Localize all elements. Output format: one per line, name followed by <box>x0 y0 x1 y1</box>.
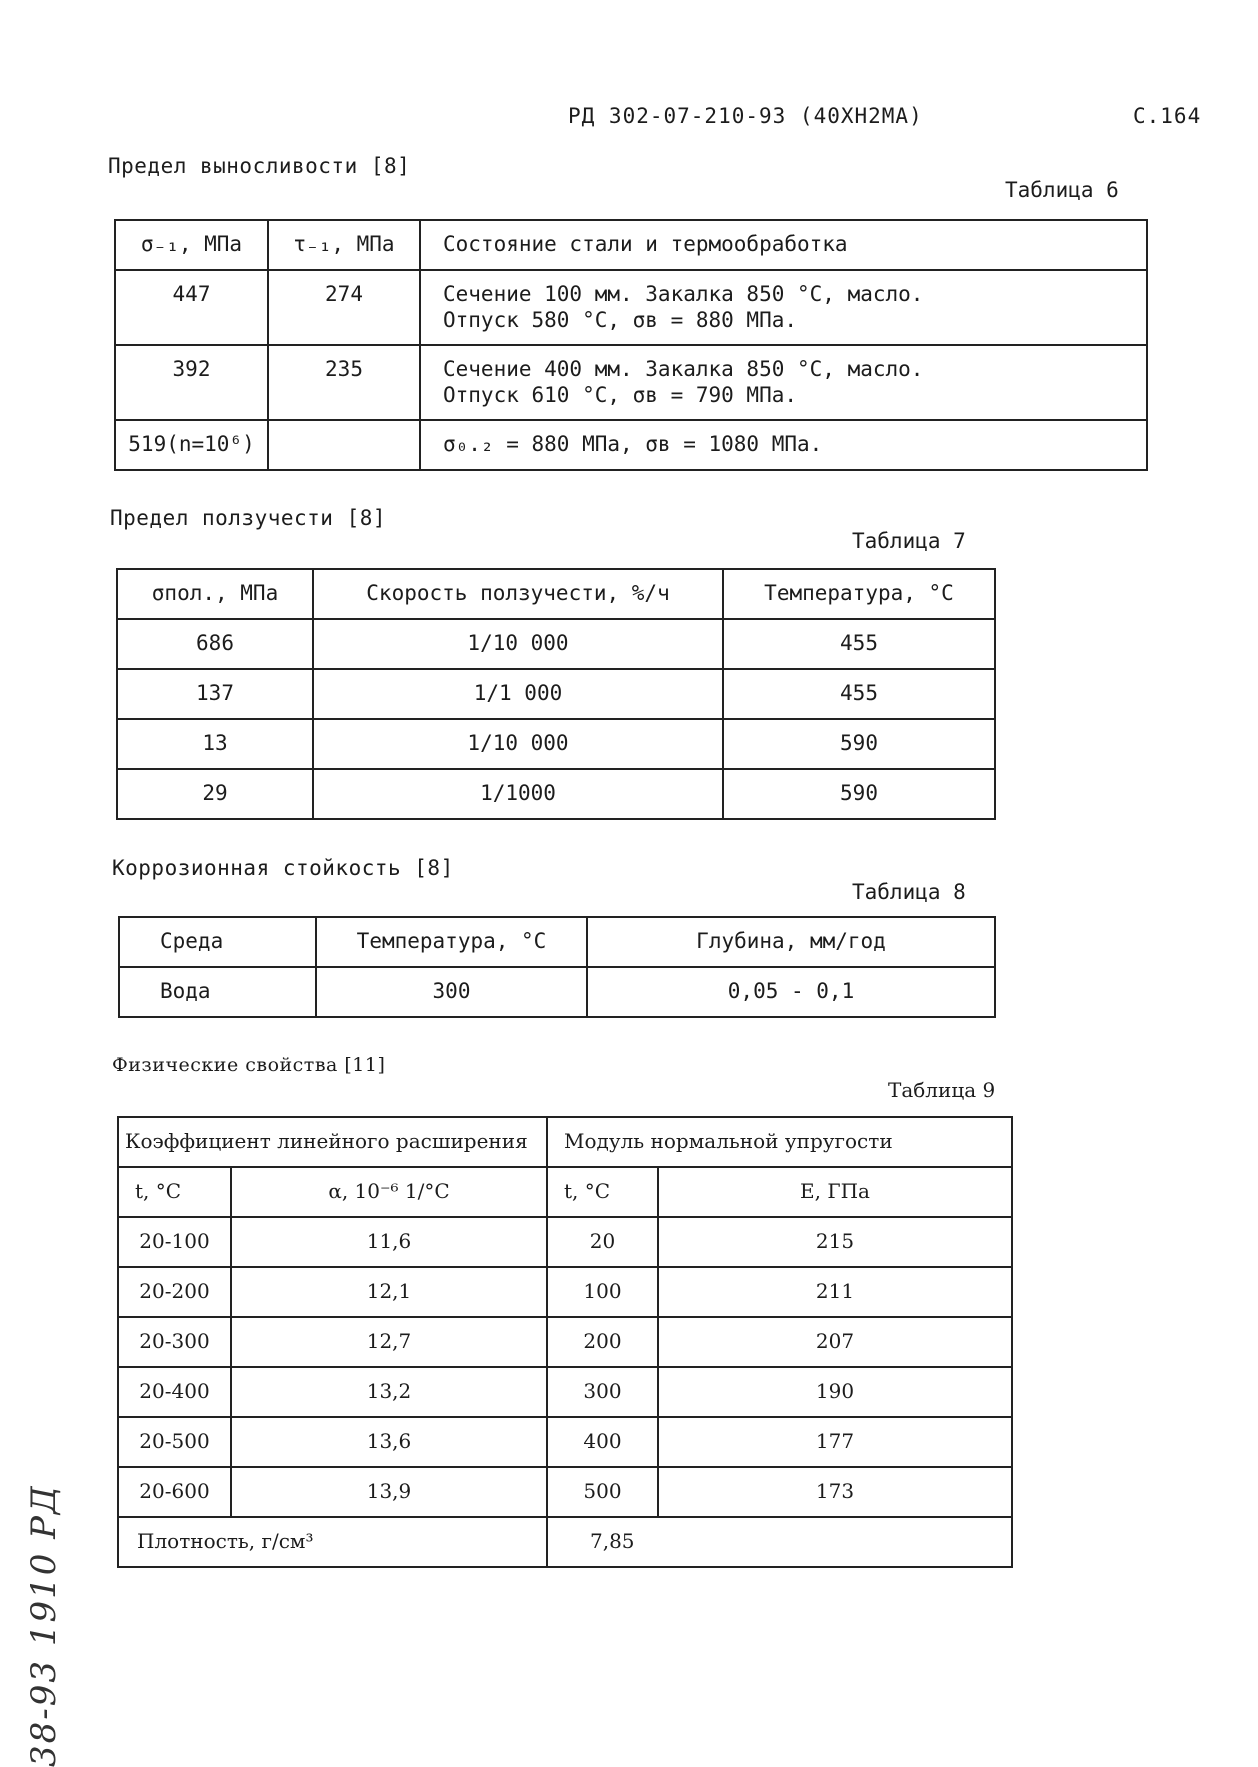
table-cell: 1/10 000 <box>467 631 569 655</box>
table-cell: 1/1 000 <box>473 681 563 705</box>
header-cell: Температура, °С <box>356 929 547 953</box>
table-cell: 13 <box>202 731 228 755</box>
section-title-corrosion: Коррозионная стойкость [8] <box>112 856 454 880</box>
table-row <box>118 1267 1012 1317</box>
header-cell: Состояние стали и термообработка <box>443 232 848 256</box>
table-cell: Вода <box>160 979 211 1003</box>
table-cell: 173 <box>815 1479 855 1503</box>
table-cell: 12,1 <box>366 1279 412 1303</box>
table-cell: Сечение 400 мм. Закалка 850 °С, масло. <box>443 357 924 381</box>
header-cell: σ₋₁, МПа <box>140 232 243 256</box>
table-cell: 20-100 <box>139 1229 210 1253</box>
table-row <box>115 270 1147 345</box>
table-cell: 207 <box>815 1329 855 1353</box>
table-row <box>118 1367 1012 1417</box>
table-cell: 13,2 <box>366 1379 412 1403</box>
table-cell: 29 <box>202 781 228 805</box>
table-cell: 20 <box>589 1229 616 1253</box>
table-header-row <box>115 220 1147 270</box>
table-row <box>117 769 995 819</box>
table-cell: 13,9 <box>366 1479 412 1503</box>
header-cell: α, 10⁻⁶ 1/°С <box>328 1179 450 1203</box>
section-title-endurance: Предел выносливости [8] <box>108 154 411 178</box>
table-cell: 100 <box>583 1279 622 1303</box>
table-cell: σ₀.₂ = 880 МПа, σв = 1080 МПа. <box>443 432 823 456</box>
table-cell: 11,6 <box>366 1229 412 1253</box>
table-cell: 455 <box>840 681 878 705</box>
header-cell: t, °С <box>135 1179 182 1203</box>
table-cell: 590 <box>840 731 878 755</box>
header-cell: Е, ГПа <box>800 1179 870 1203</box>
header-cell: Скорость ползучести, %/ч <box>366 581 670 605</box>
table-row <box>118 1417 1012 1467</box>
table-row <box>119 967 995 1017</box>
table-group-header-row <box>118 1117 1012 1167</box>
table-cell: 200 <box>583 1329 622 1353</box>
page-number: С.164 <box>1133 104 1202 128</box>
table-row <box>118 1317 1012 1367</box>
table-6 <box>114 219 1148 471</box>
table-row <box>117 619 995 669</box>
table-cell: 300 <box>583 1379 622 1403</box>
table-8 <box>118 916 996 1018</box>
table-header-row <box>119 917 995 967</box>
table-header-row <box>118 1167 1012 1217</box>
table-cell: 20-500 <box>139 1429 210 1453</box>
table-cell <box>269 421 419 431</box>
table-cell: 20-200 <box>139 1279 210 1303</box>
table-9-caption: Таблица 9 <box>888 1078 996 1102</box>
header-cell: Температура, °С <box>764 581 954 605</box>
table-row <box>118 1467 1012 1517</box>
table-cell: 1/10 000 <box>467 731 569 755</box>
table-row <box>118 1217 1012 1267</box>
table-cell: 455 <box>840 631 878 655</box>
density-label: Плотность, г/см³ <box>137 1529 314 1553</box>
table-cell: 215 <box>815 1229 855 1253</box>
group-header-elasticity: Модуль нормальной упругости <box>564 1129 893 1153</box>
table-cell: 211 <box>815 1279 855 1303</box>
table-cell: 686 <box>196 631 234 655</box>
table-7-caption: Таблица 7 <box>852 529 966 553</box>
table-row <box>115 345 1147 420</box>
table-cell: 447 <box>172 282 211 306</box>
table-header-row <box>117 569 995 619</box>
table-cell: 20-300 <box>139 1329 210 1353</box>
header-cell: τ₋₁, МПа <box>293 232 395 256</box>
table-cell: 0,05 - 0,1 <box>727 979 855 1003</box>
table-7 <box>116 568 996 820</box>
table-cell: 300 <box>432 979 471 1003</box>
section-title-creep: Предел ползучести [8] <box>110 506 387 530</box>
table-6-caption: Таблица 6 <box>1005 178 1119 202</box>
table-row-density <box>118 1517 1012 1567</box>
table-cell: 20-600 <box>139 1479 210 1503</box>
table-cell: 400 <box>583 1429 622 1453</box>
table-9 <box>117 1116 1013 1568</box>
table-cell: 235 <box>325 357 363 381</box>
table-cell: 177 <box>815 1429 855 1453</box>
table-cell: 12,7 <box>366 1329 412 1353</box>
table-row <box>117 669 995 719</box>
table-cell: 392 <box>172 357 211 381</box>
table-cell: Сечение 100 мм. Закалка 850 °С, масло. <box>443 282 924 306</box>
table-cell: 13,6 <box>366 1429 412 1453</box>
table-cell: Отпуск 610 °С, σв = 790 МПа. <box>443 383 798 407</box>
table-cell: 137 <box>196 681 234 705</box>
table-cell: Отпуск 580 °С, σв = 880 МПа. <box>443 308 798 332</box>
table-cell: 590 <box>840 781 878 805</box>
table-cell: 500 <box>583 1479 622 1503</box>
table-8-caption: Таблица 8 <box>852 880 966 904</box>
header-cell: σпол., МПа <box>151 581 279 605</box>
table-cell: 274 <box>325 282 363 306</box>
density-value: 7,85 <box>590 1529 635 1553</box>
document-code: РД 302-07-210-93 (40ХН2МА) <box>568 104 923 128</box>
table-cell: 1/1000 <box>480 781 556 805</box>
header-cell: Глубина, мм/год <box>696 929 886 953</box>
group-header-expansion: Коэффициент линейного расширения <box>125 1129 528 1153</box>
section-title-physical: Физические свойства [11] <box>112 1054 386 1076</box>
header-cell: t, °С <box>564 1179 611 1203</box>
table-cell: 190 <box>815 1379 855 1403</box>
handwritten-note: 38-93 1910 РД <box>24 1484 64 1767</box>
header-cell: Среда <box>160 929 224 953</box>
table-cell: 20-400 <box>139 1379 210 1403</box>
table-row <box>117 719 995 769</box>
table-cell: 519(n=10⁶) <box>128 432 255 456</box>
table-row <box>115 420 1147 470</box>
